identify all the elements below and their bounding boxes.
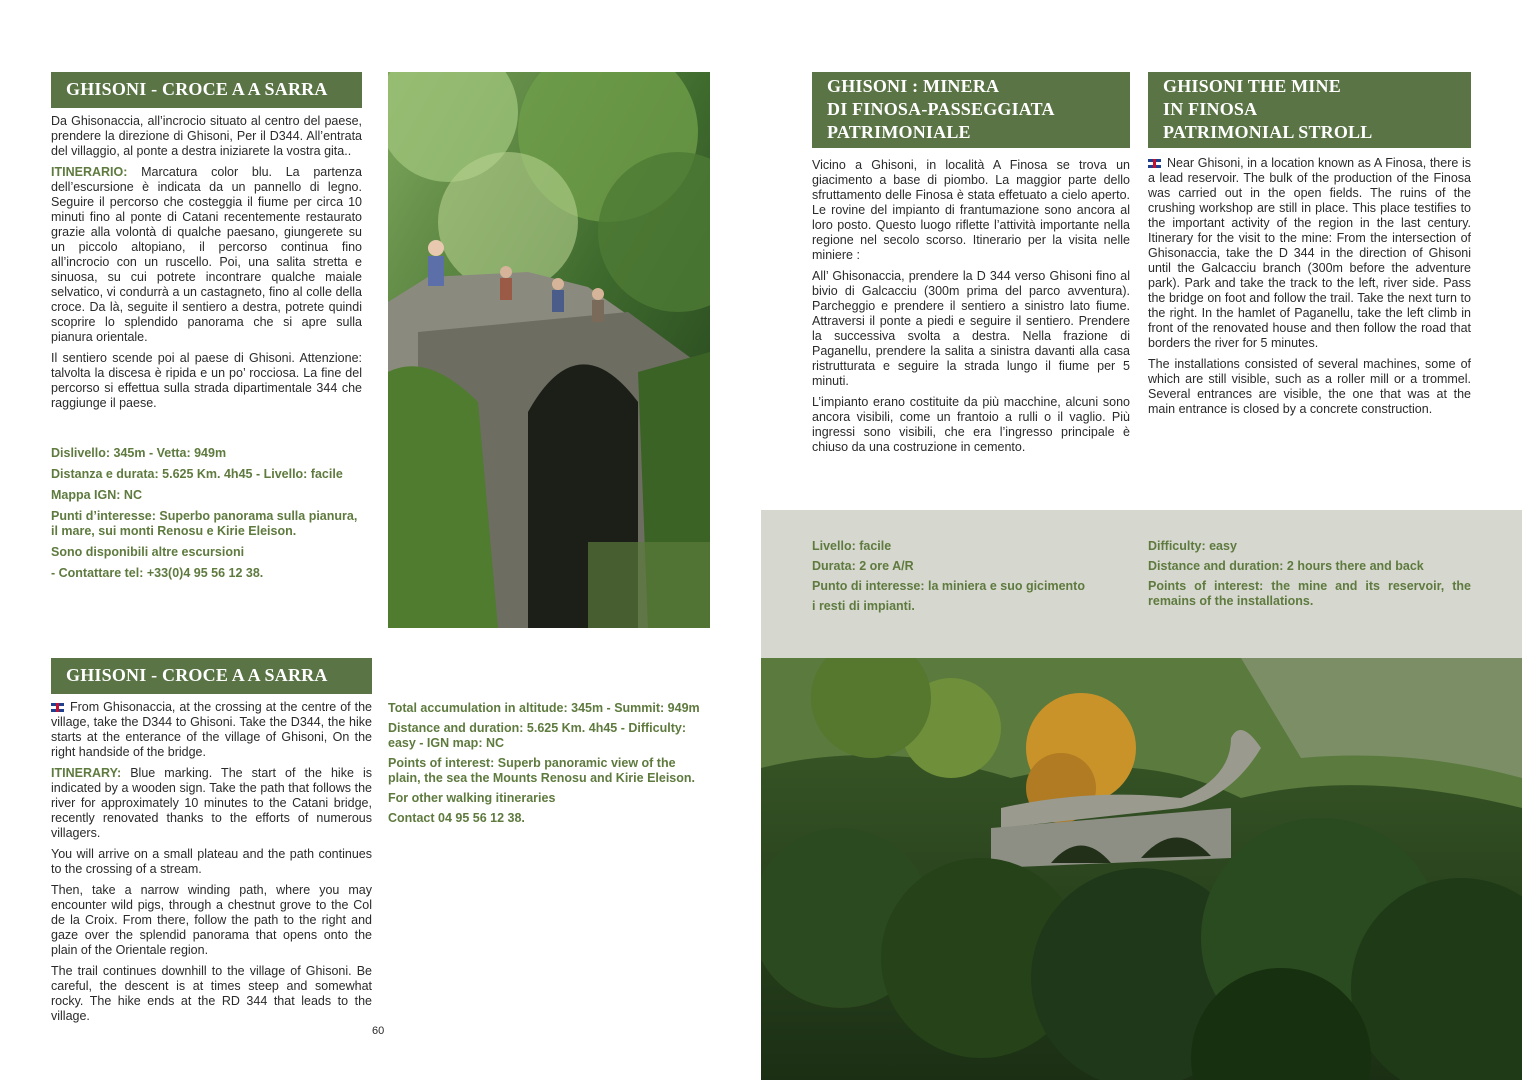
info-line: Punti d’interesse: Superbo panorama sulla pianura, il mare, sui monti Renosu e Kirie Eleison. bbox=[51, 509, 358, 538]
info-line: Distanza e durata: 5.625 Km. 4h45 - Livello: facile bbox=[51, 467, 343, 481]
info-line: - Contattare tel: +33(0)4 95 56 12 38. bbox=[51, 566, 264, 580]
bridge-hikers-photo bbox=[388, 72, 710, 628]
info-line: Distance and duration: 5.625 Km. 4h45 - Difficulty: easy - IGN map: NC bbox=[388, 721, 686, 750]
en-paragraph-4: Then, take a narrow winding path, where you may encounter wild pigs, through a chestnut grove to the Col de la Croix. From there, follow the path to the right and gaze over the splendid panorama that opens onto the plain of the Orientale region. bbox=[51, 883, 372, 957]
title-line: GHISONI THE MINE bbox=[1163, 76, 1341, 96]
right-en-text bbox=[1148, 156, 1471, 423]
info-line: i resti di impianti. bbox=[812, 599, 915, 613]
info-line: Difficulty: easy bbox=[1148, 539, 1237, 553]
info-line: Livello: facile bbox=[812, 539, 892, 553]
left-title-it: GHISONI - CROCE A A SARRA bbox=[51, 72, 362, 108]
en-paragraph-5: The trail continues downhill to the village of Ghisoni. Be careful, the descent is at times steep and somewhat rocky. The hike ends at the RD 344 that leads to the village. bbox=[51, 964, 372, 1023]
en-paragraph-1: Near Ghisoni, in a location known as A Finosa, there is a lead reservoir. The bulk of the production of the Finosa was carried out in the open fields. The ruins of the crushing workshop are still in place. This place testifies to the important activity of the region in the last century. Itinerary for the visit to the mine: From the intersection of Ghisonaccia, take the D 344 in the direction of Ghisoni until the Galcacciu branch (300m before the adventure park). Park and take the track to the left, river side. Pass the bridge on foot and follow the trail. Take the next turn to the right. In the hamlet of Paganellu, take the left climb in front of the renovated house and then follow the road that borders the river for 5 minutes. bbox=[1148, 156, 1471, 350]
info-line: Mappa IGN: NC bbox=[51, 488, 142, 502]
itinerary-label: ITINERARY: bbox=[51, 766, 122, 780]
left-en-text bbox=[51, 700, 372, 1030]
title-line: IN FINOSA bbox=[1163, 99, 1258, 119]
right-title-en bbox=[1148, 72, 1471, 148]
en-paragraph-2: The installations consisted of several machines, some of which are still visible, such as a roller mill or a trommel. Several entrances are visible, the one that was at the main entrance is closed by a concrete construction. bbox=[1148, 357, 1471, 416]
en-paragraph-2 bbox=[51, 766, 372, 841]
title-line: PATRIMONIALE bbox=[827, 122, 971, 142]
info-line: Contact 04 95 56 12 38. bbox=[388, 811, 525, 825]
info-line: Dislivello: 345m - Vetta: 949m bbox=[51, 446, 227, 460]
info-line: Sono disponibili altre escursioni bbox=[51, 545, 245, 559]
uk-flag-icon bbox=[1148, 159, 1161, 168]
info-line: Punto di interesse: la miniera e suo gicimento bbox=[812, 579, 1085, 593]
it-paragraph-3: L’impianto erano costituite da più macchine, alcuni sono ancora visibili, come un frantoio a rulli o il vaglio. Più ingressi sono visibili, che era l’ingresso principale è chiuso da una costruzione in cemento. bbox=[812, 395, 1130, 454]
itinerary-text: Marcatura color blu. La partenza dell’escursione è indicata da un pannello di legno. Seguire il percorso che costeggia il fiume per circa 10 minuti fino al ponte di Catani recentemente restaurato grazie alla volontà di qualche paesano, giungerete su un piccolo altopiano, il percorso continua fino all’incrocio con un ruscello. Poi, una salita stretta e sinuosa, su cui potrete incontrare qualche maiale selvatico, vi condurrà a un castagneto, fino al colle della croce. Da là, seguite il sentiero a destra, potrete quindi scoprire lo splendido panorama che si apre sulla pianura orientale. bbox=[51, 165, 362, 344]
it-paragraph-1: Vicino a Ghisoni, in località A Finosa se trova un giacimento a base di piombo. La maggior parte dello sfruttamento delle Finosa è stata effetuato a cielo aperto. Le rovine del impianto di frantumazione sono ancora al loro posto. Questo luogo riflette l’attività importante nella regione nel secolo scorso. Itinerario per la visita nelle miniere : bbox=[812, 158, 1130, 262]
en-paragraph-1: From Ghisonaccia, at the crossing at the centre of the village, take the D344 to Ghisoni. Take the D344, the hike starts at the enterance of the village of Ghisoni, On the right handside of the bridge. bbox=[51, 700, 372, 759]
title-line: PATRIMONIAL STROLL bbox=[1163, 122, 1373, 142]
left-it-text bbox=[51, 114, 362, 417]
it-paragraph-1: Da Ghisonaccia, all’incrocio situato al centro del paese, prendere la direzione di Ghisoni, Per il D344. All’entrata del villaggio, al ponte a destra iniziarete la vostra gita.. bbox=[51, 114, 362, 158]
right-it-text bbox=[812, 158, 1130, 461]
info-line: Durata: 2 ore A/R bbox=[812, 559, 914, 573]
info-line: Points of interest: Superb panoramic view of the plain, the sea the Mounts Renosu and Kirie Eleison. bbox=[388, 756, 695, 785]
forest-bridge-photo bbox=[761, 658, 1522, 1080]
title-line: DI FINOSA-PASSEGGIATA bbox=[827, 99, 1055, 119]
title-line: GHISONI : MINERA bbox=[827, 76, 1000, 96]
it-paragraph-3: Il sentiero scende poi al paese di Ghisoni. Attenzione: talvolta la discesa è ripida e un po’ rocciosa. La fine del percorso si effettua sulla strada dipartimentale 344 che raggiunge il paese. bbox=[51, 351, 362, 410]
info-line: For other walking itineraries bbox=[388, 791, 556, 805]
right-title-it bbox=[812, 72, 1130, 148]
it-paragraph-2: All’ Ghisonaccia, prendere la D 344 verso Ghisoni fino al bivio di Galcacciu (300m prima del parco avventura). Parcheggio e prendere il sentiero a sinistro lato fiume. Attraversi il ponte a piedi e seguire il sentiero. Prendere la successiva svolta a destra. Nella frazione di Paganellu, prendere la salita a sinistra davanti alla casa ristrutturata e seguire la strada lungo il fiume per 5 minuti. bbox=[812, 269, 1130, 388]
right-it-info bbox=[812, 539, 1130, 619]
en-paragraph-3: You will arrive on a small plateau and the path continues to the crossing of a stream. bbox=[51, 847, 372, 876]
left-title-en: GHISONI - CROCE A A SARRA bbox=[51, 658, 372, 694]
page-number: 60 bbox=[372, 1025, 385, 1037]
it-paragraph-2 bbox=[51, 165, 362, 345]
itinerary-label: ITINERARIO: bbox=[51, 165, 128, 179]
info-line: Distance and duration: 2 hours there and back bbox=[1148, 559, 1424, 573]
info-line: Points of interest: the mine and its reservoir, the remains of the installations. bbox=[1148, 579, 1471, 608]
info-line: Total accumulation in altitude: 345m - Summit: 949m bbox=[388, 701, 700, 715]
left-it-info bbox=[51, 446, 362, 586]
right-en-info bbox=[1148, 539, 1471, 614]
uk-flag-icon bbox=[51, 703, 64, 712]
left-en-info bbox=[388, 701, 710, 831]
itinerary-text: Blue marking. The start of the hike is indicated by a wooden sign. Take the path that follows the river for approximately 10 minutes to the Catani bridge, recently renovated thanks to the efforts of numerous villagers. bbox=[51, 766, 372, 840]
